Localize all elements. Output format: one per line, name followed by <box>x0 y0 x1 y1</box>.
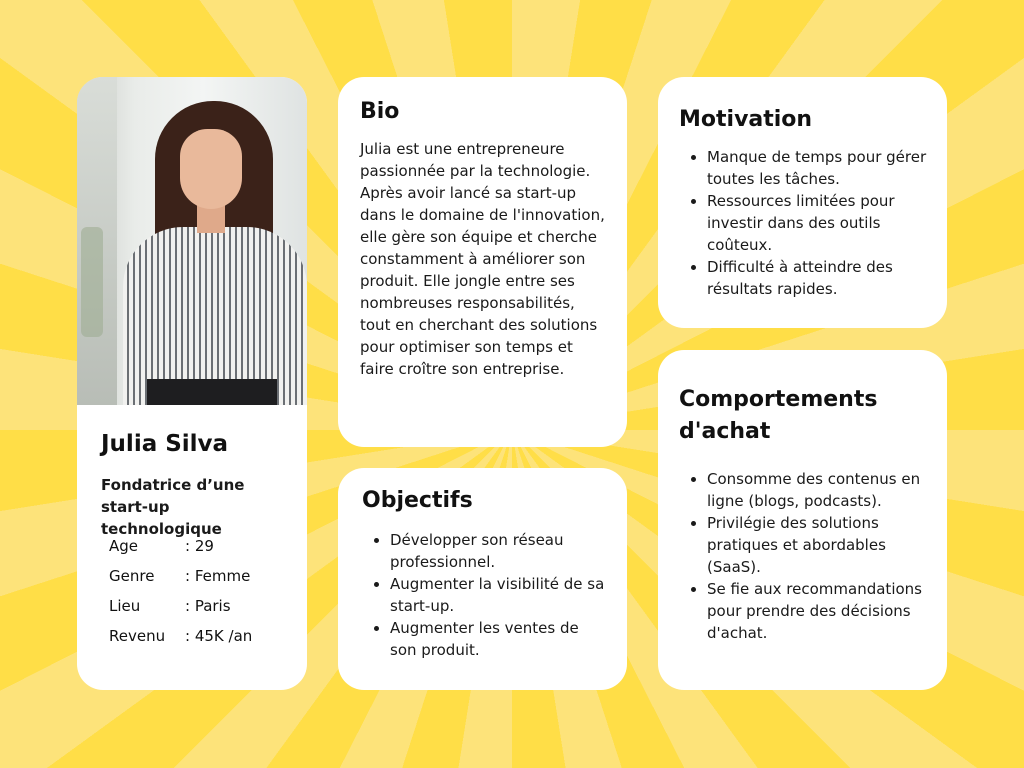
list-item: • Augmenter les ventes de son produit. <box>390 617 607 661</box>
objectifs-card <box>338 468 627 690</box>
persona-facts <box>109 537 289 657</box>
fact-value: : Femme <box>185 567 251 585</box>
fact-label: Genre <box>109 567 155 585</box>
fact-value: : Paris <box>185 597 231 615</box>
list-item: • Manque de temps pour gérer toutes les tâches. <box>707 146 927 190</box>
fact-gender <box>109 567 289 597</box>
motivation-list <box>679 146 927 300</box>
list-item: • Ressources limitées pour investir dans des outils coûteux. <box>707 190 927 256</box>
objectifs-list <box>362 529 607 661</box>
bio-title: Bio <box>360 99 400 124</box>
fact-label: Revenu <box>109 627 166 645</box>
persona-name: Julia Silva <box>101 431 229 457</box>
list-item: • Privilégie des solutions pratiques et abordables (SaaS). <box>707 512 927 578</box>
list-item: • Se fie aux recommandations pour prendre des décisions d'achat. <box>707 578 927 644</box>
profile-card <box>77 77 307 690</box>
list-item: • Augmenter la visibilité de sa start-up. <box>390 573 607 617</box>
objectifs-title: Objectifs <box>362 488 473 513</box>
bio-text: Julia est une entrepreneure passionnée par la technologie. Après avoir lancé sa start-up dans le domaine de l'innovation, elle gère son équipe et cherche constamment à améliorer son produit. Elle jongle entre ses nombreuses responsabilités, tout en cherchant des solutions pour optimiser son temps et faire croître son entreprise. <box>360 140 605 378</box>
fact-value: : 45K /an <box>185 627 253 645</box>
fact-label: Lieu <box>109 597 141 615</box>
comportements-title: Comportements d'achat <box>679 387 878 444</box>
fact-location <box>109 597 289 627</box>
comportements-card <box>658 350 947 690</box>
persona-role: Fondatrice d’une start-up technologique <box>101 476 245 538</box>
motivation-title: Motivation <box>679 107 813 132</box>
list-item: • Développer son réseau professionnel. <box>390 529 607 573</box>
list-item: • Consomme des contenus en ligne (blogs, podcasts). <box>707 468 927 512</box>
fact-label: Age <box>109 537 139 555</box>
profile-photo <box>77 77 307 405</box>
fact-value: : 29 <box>185 537 214 555</box>
comportements-list <box>679 468 927 644</box>
motivation-card <box>658 77 947 328</box>
fact-income <box>109 627 289 657</box>
fact-age <box>109 537 289 567</box>
list-item: • Difficulté à atteindre des résultats rapides. <box>707 256 927 300</box>
bio-card <box>338 77 627 447</box>
